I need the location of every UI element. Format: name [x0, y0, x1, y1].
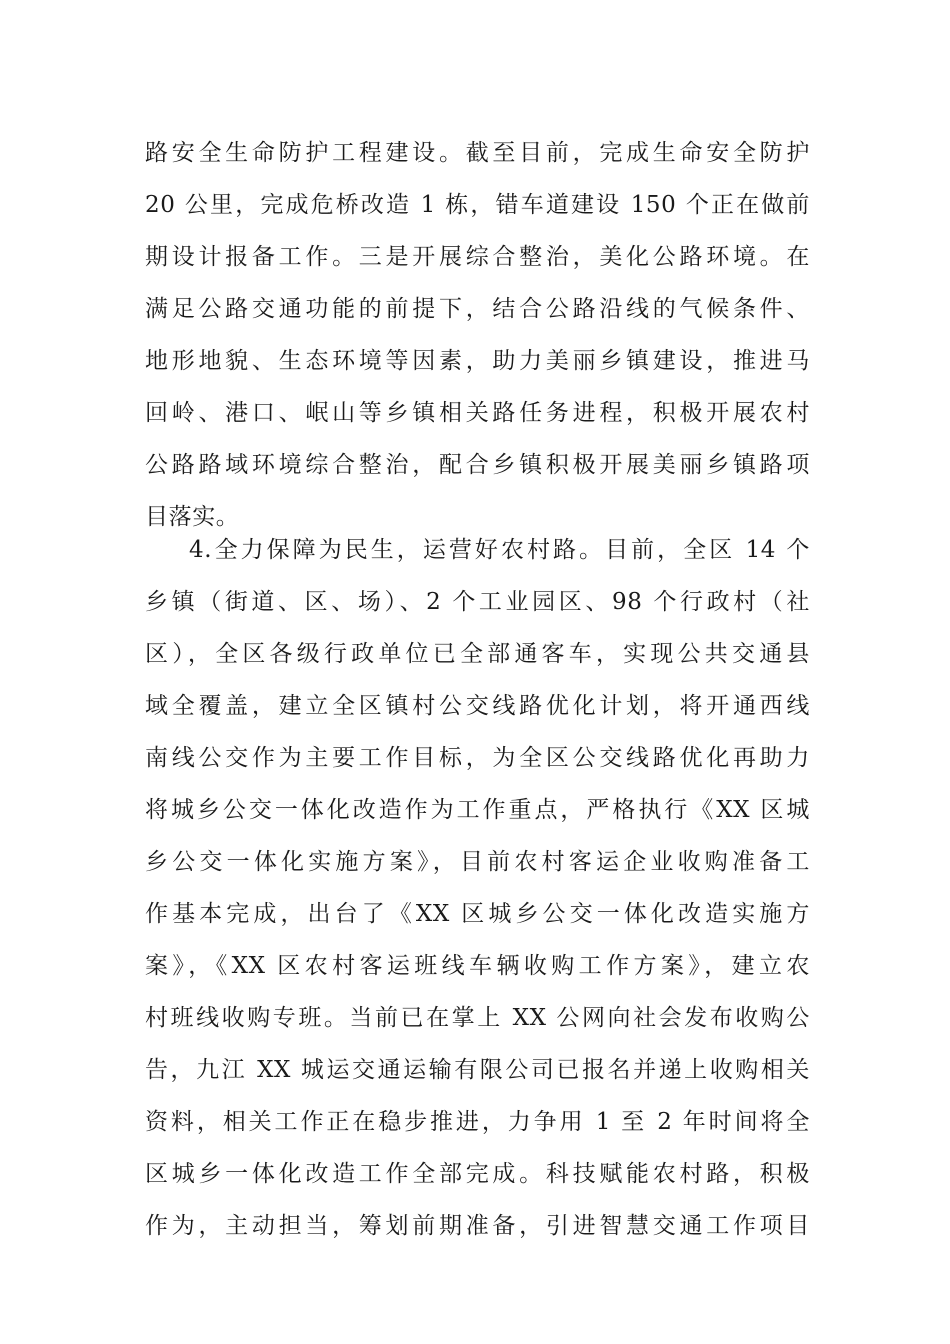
- text-line: 域全覆盖，建立全区镇村公交线路优化计划，将开通西线: [145, 693, 810, 719]
- paragraph-2: [145, 524, 810, 1252]
- text-line: 村班线收购专班。当前已在掌上 XX 公网向社会发布收购公: [145, 1005, 810, 1031]
- text-line: 地形地貌、生态环境等因素，助力美丽乡镇建设，推进马: [145, 348, 810, 374]
- text-line: 满足公路交通功能的前提下，结合公路沿线的气候条件、: [145, 296, 810, 322]
- paragraph-1: [145, 127, 810, 543]
- text-line: 乡镇（街道、区、场）、2 个工业园区、98 个行政村（社: [145, 589, 810, 615]
- text-line: 南线公交作为主要工作目标，为全区公交线路优化再助力: [145, 745, 810, 771]
- text-line: 将城乡公交一体化改造作为工作重点，严格执行《XX 区城: [145, 797, 810, 823]
- text-line: 路安全生命防护工程建设。截至目前，完成生命安全防护: [145, 140, 810, 166]
- text-line: 区城乡一体化改造工作全部完成。科技赋能农村路，积极: [145, 1161, 810, 1187]
- text-line: 作基本完成，出台了《XX 区城乡公交一体化改造实施方: [145, 901, 810, 927]
- text-line: 20 公里，完成危桥改造 1 栋，错车道建设 150 个正在做前: [145, 192, 810, 218]
- text-line: 乡公交一体化实施方案》，目前农村客运企业收购准备工: [145, 849, 810, 875]
- text-line: 告，九江 XX 城运交通运输有限公司已报名并递上收购相关: [145, 1057, 810, 1083]
- text-line: 4.全力保障为民生，运营好农村路。目前，全区 14 个: [189, 537, 810, 563]
- text-line: 资料，相关工作正在稳步推进，力争用 1 至 2 年时间将全: [145, 1109, 810, 1135]
- text-line: 作为，主动担当，筹划前期准备，引进智慧交通工作项目: [145, 1213, 810, 1239]
- text-line: 期设计报备工作。三是开展综合整治，美化公路环境。在: [145, 244, 810, 270]
- text-line: 区），全区各级行政单位已全部通客车，实现公共交通县: [145, 641, 810, 667]
- text-line: 公路路域环境综合整治，配合乡镇积极开展美丽乡镇路项: [145, 452, 810, 478]
- text-line: 案》，《XX 区农村客运班线车辆收购工作方案》，建立农: [145, 953, 810, 979]
- text-line: 回岭、港口、岷山等乡镇相关路任务进程，积极开展农村: [145, 400, 810, 426]
- text-line: 目落实。: [145, 504, 240, 530]
